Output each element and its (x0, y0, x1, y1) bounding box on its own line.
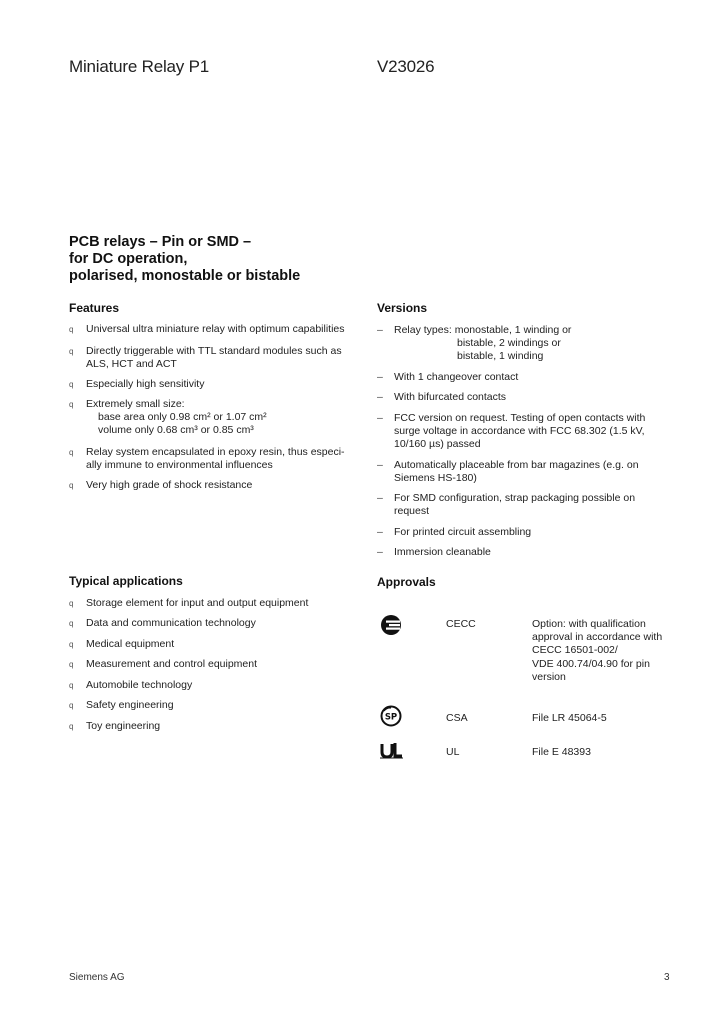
list-item-text: For printed circuit assembling (394, 526, 532, 538)
dash-marker: – (377, 546, 383, 558)
list-item-text: Medical equipment (86, 638, 175, 650)
footer-company: Siemens AG (69, 972, 125, 983)
bullet-icon: q (69, 325, 74, 334)
list-item-text: Automatically placeable from bar magazines (e.g. on Siemens HS-180) (394, 459, 639, 485)
dash-marker: – (377, 492, 383, 504)
approvals-heading: Approvals (377, 575, 436, 589)
bullet-icon: q (69, 660, 74, 669)
approval-detail: File E 48393 (532, 746, 591, 758)
dash-marker: – (377, 412, 383, 424)
headline-line: PCB relays – Pin or SMD – (69, 234, 252, 250)
bullet-icon: q (69, 619, 74, 628)
headline-line: for DC operation, (69, 251, 188, 267)
dash-marker: – (377, 371, 383, 383)
bullet-icon: q (69, 448, 74, 457)
bullet-icon: q (69, 347, 74, 356)
csa-mark-icon (380, 705, 402, 727)
list-item-text: For SMD configuration, strap packaging possible on request (394, 492, 636, 518)
bullet-icon: q (69, 599, 74, 608)
versions-list (377, 0, 677, 1012)
bullet-icon: q (69, 681, 74, 690)
list-item-text: Storage element for input and output equipment (86, 597, 309, 609)
dash-marker: – (377, 526, 383, 538)
bullet-icon: q (69, 400, 74, 409)
features-heading: Features (69, 301, 120, 315)
bullet-icon: q (69, 481, 74, 490)
list-item-text: Automobile technology (86, 679, 193, 691)
dash-marker: – (377, 324, 383, 336)
list-item-text: Especially high sensitivity (86, 378, 205, 390)
versions-heading: Versions (377, 301, 428, 315)
list-item-text: FCC version on request. Testing of open contacts with surge voltage in accordance with FCC 68.302 (1.5 kV, 10/160 µs) passed (394, 412, 646, 451)
list-item-text: Safety engineering (86, 699, 174, 711)
list-item-text: Directly triggerable with TTL standard modules such as ALS, HCT and ACT (86, 345, 342, 371)
approval-detail: File LR 45064-5 (532, 712, 607, 724)
list-item-text: Toy engineering (86, 720, 161, 732)
bullet-icon: q (69, 701, 74, 710)
list-item-text: Universal ultra miniature relay with optimum capabilities (86, 323, 345, 335)
approval-name: CSA (446, 712, 468, 724)
list-item-text: With 1 changeover contact (394, 371, 519, 383)
document-title: Miniature Relay P1 (69, 57, 210, 76)
cecc-mark-icon (380, 614, 402, 636)
part-number: V23026 (377, 57, 435, 76)
svg-text:SP: SP (384, 712, 398, 723)
headline-line: polarised, monostable or bistable (69, 268, 301, 284)
dash-marker: – (377, 459, 383, 471)
approval-name: UL (446, 746, 460, 758)
applications-list (69, 0, 359, 1012)
bullet-icon: q (69, 640, 74, 649)
approval-name: CECC (446, 618, 476, 630)
list-item-text: With bifurcated contacts (394, 391, 507, 403)
bullet-icon: q (69, 380, 74, 389)
list-item-text: Very high grade of shock resistance (86, 479, 253, 491)
list-item-text: Data and communication technology (86, 617, 256, 629)
applications-heading: Typical applications (69, 574, 183, 588)
list-item-text: Immersion cleanable (394, 546, 491, 558)
approval-detail: Option: with qualification approval in accordance with CECC 16501-002/ VDE 400.74/04.90 for pin version (532, 618, 663, 683)
page-number: 3 (664, 972, 670, 983)
ul-mark-icon (379, 741, 405, 761)
bullet-icon: q (69, 722, 74, 731)
dash-marker: – (377, 391, 383, 403)
list-item-text: Measurement and control equipment (86, 658, 258, 670)
list-item-text: Relay system encapsulated in epoxy resin, thus especi- ally immune to environmental influences (86, 446, 345, 472)
list-item-text: Extremely small size: base area only 0.98 cm² or 1.07 cm² volume only 0.68 cm³ or 0.85 cm³ (86, 398, 267, 437)
list-item-text: Relay types: monostable, 1 winding or bistable, 2 windings or bistable, 1 winding (394, 324, 572, 363)
